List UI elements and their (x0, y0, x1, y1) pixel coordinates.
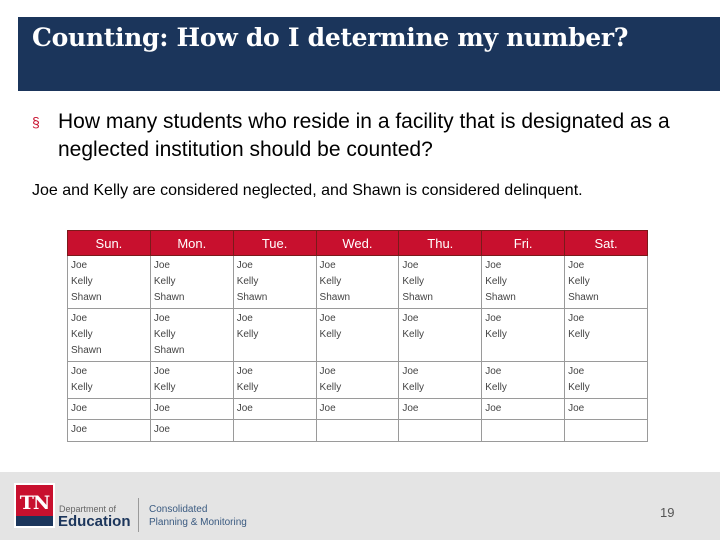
header-tue: Tue. (233, 231, 316, 256)
cpm-line2: Planning & Monitoring (149, 517, 247, 528)
table-cell (565, 399, 648, 420)
table-cell (150, 399, 233, 420)
student-name: Joe (402, 366, 419, 377)
student-name: Kelly (485, 382, 507, 393)
table-cell (482, 309, 565, 362)
student-name: Joe (485, 260, 502, 271)
student-name: Shawn (568, 292, 599, 303)
table-row (68, 362, 648, 399)
student-name: Joe (319, 403, 336, 414)
table-row (68, 309, 648, 362)
table-row (68, 399, 648, 420)
student-name: Joe (568, 260, 585, 271)
student-name: Shawn (153, 292, 185, 303)
student-name: Joe (71, 260, 88, 271)
student-name: Shawn (236, 292, 268, 303)
table-cell (316, 420, 399, 442)
table-cell (68, 362, 151, 399)
table-cell (482, 420, 565, 442)
table-cell (565, 256, 648, 309)
student-name: Kelly (236, 329, 259, 340)
student-name: Joe (71, 424, 88, 435)
student-name: Joe (71, 366, 88, 377)
table-cell (316, 309, 399, 362)
table-cell (399, 309, 482, 362)
student-name: Kelly (71, 382, 93, 393)
bullet-item (32, 108, 702, 164)
student-name: Joe (402, 313, 419, 324)
student-name: Kelly (319, 276, 342, 287)
table-cell (150, 309, 233, 362)
table-cell (150, 362, 233, 399)
header-mon: Mon. (150, 231, 233, 256)
table-cell (482, 256, 565, 309)
student-name: Kelly (236, 276, 259, 287)
student-name: Shawn (71, 292, 102, 303)
student-name: Joe (319, 260, 336, 271)
title-bar (18, 17, 720, 91)
student-name: Joe (319, 313, 336, 324)
student-name: Kelly (153, 276, 176, 287)
student-name: Joe (485, 366, 502, 377)
slide-title: Counting: How do I determine my number? (32, 23, 629, 52)
student-name: Kelly (153, 382, 176, 393)
student-name: Joe (236, 313, 253, 324)
student-name: Joe (153, 366, 170, 377)
table-body (68, 256, 648, 442)
student-name: Kelly (71, 329, 93, 340)
student-name: Shawn (402, 292, 433, 303)
table-cell (233, 420, 316, 442)
table-header-row (68, 231, 648, 256)
student-name: Kelly (485, 276, 507, 287)
table-cell (316, 362, 399, 399)
table-cell (233, 309, 316, 362)
student-name: Joe (153, 260, 170, 271)
student-name: Joe (568, 366, 585, 377)
table-cell (233, 362, 316, 399)
student-name: Shawn (153, 345, 185, 356)
table-cell (399, 362, 482, 399)
header-sat: Sat. (565, 231, 648, 256)
student-name: Joe (71, 313, 88, 324)
table-cell (68, 309, 151, 362)
student-name: Joe (236, 403, 253, 414)
student-name: Kelly (568, 382, 590, 393)
table-cell (565, 420, 648, 442)
attendance-table (67, 230, 648, 442)
header-wed: Wed. (316, 231, 399, 256)
student-name: Joe (153, 424, 170, 435)
table-cell (399, 256, 482, 309)
student-name: Shawn (485, 292, 516, 303)
dept-name-line2: Education (58, 513, 131, 530)
table-cell (565, 362, 648, 399)
student-name: Joe (71, 403, 88, 414)
student-name: Joe (402, 260, 419, 271)
student-name: Joe (153, 403, 170, 414)
table-cell (68, 420, 151, 442)
student-name: Joe (568, 403, 585, 414)
table-cell (150, 256, 233, 309)
student-name: Shawn (71, 345, 102, 356)
table-row (68, 420, 648, 442)
header-fri: Fri. (482, 231, 565, 256)
student-name: Joe (236, 366, 253, 377)
table-cell (482, 399, 565, 420)
footer (0, 472, 720, 540)
student-name: Kelly (319, 329, 342, 340)
student-name: Joe (319, 366, 336, 377)
page-number: 19 (660, 505, 675, 520)
student-name: Joe (153, 313, 170, 324)
table-cell (316, 399, 399, 420)
table-cell (233, 399, 316, 420)
table-cell (399, 420, 482, 442)
student-name: Kelly (71, 276, 93, 287)
table-cell (565, 309, 648, 362)
student-name: Kelly (402, 382, 425, 393)
student-name: Kelly (402, 276, 425, 287)
table-cell (482, 362, 565, 399)
bullet-text: How many students who reside in a facility that is designated as a neglected institution should be counted? (58, 110, 670, 161)
student-name: Joe (568, 313, 585, 324)
student-name: Kelly (153, 329, 176, 340)
table-row (68, 256, 648, 309)
bullet-marker-icon: § (32, 114, 40, 130)
header-sun: Sun. (68, 231, 151, 256)
student-name: Joe (485, 403, 502, 414)
student-name: Kelly (568, 329, 590, 340)
cpm-line1: Consolidated (149, 504, 208, 515)
table-cell (68, 256, 151, 309)
table-cell (233, 256, 316, 309)
student-name: Kelly (485, 329, 507, 340)
student-name: Joe (236, 260, 253, 271)
table-cell (316, 256, 399, 309)
table-cell (150, 420, 233, 442)
student-name: Joe (485, 313, 502, 324)
logo-bar (16, 516, 53, 526)
table-cell (68, 399, 151, 420)
student-name: Shawn (319, 292, 351, 303)
table-cell (399, 399, 482, 420)
footer-divider (138, 498, 139, 532)
header-thu: Thu. (399, 231, 482, 256)
note-text: Joe and Kelly are considered neglected, and Shawn is considered delinquent. (32, 182, 583, 199)
student-name: Joe (402, 403, 419, 414)
student-name: Kelly (568, 276, 590, 287)
student-name: Kelly (402, 329, 425, 340)
logo-text: TN (19, 492, 50, 514)
student-name: Kelly (236, 382, 259, 393)
tn-logo (14, 483, 55, 528)
dept-name-line1: Department of (59, 504, 117, 514)
student-name: Kelly (319, 382, 342, 393)
